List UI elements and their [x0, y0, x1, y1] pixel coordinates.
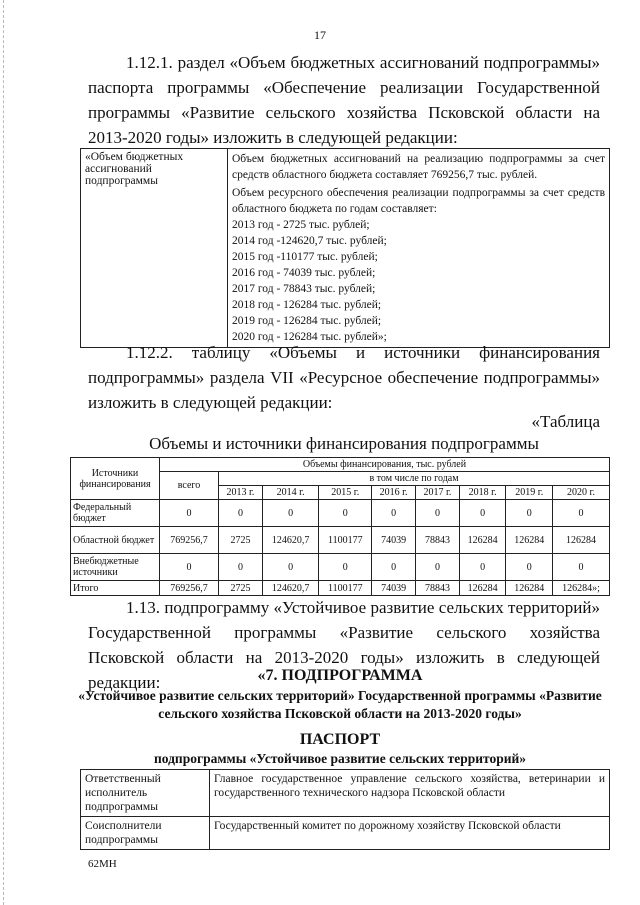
header-total: всего: [160, 472, 219, 500]
year-header: 2015 г.: [319, 486, 372, 500]
passport-heading: ПАСПОРТ: [299, 731, 381, 748]
paragraph-text: 1.13. подпрограмму «Устойчивое развитие сельских территорий» Государственной программы «Развитие сельского хозяйства Псковской области на 2013-2020 годы» изложить в следующей редакции:: [88, 598, 600, 692]
table-cell: 0: [416, 554, 460, 581]
passport-table: [80, 769, 610, 850]
table-cell: 0: [319, 500, 372, 527]
table-cell: 0: [262, 500, 319, 527]
table-cell: 0: [459, 500, 506, 527]
table-row: [71, 527, 610, 554]
table-cell: 126284: [553, 527, 610, 554]
year-line: 2014 год -124620,7 тыс. рублей;: [232, 235, 387, 247]
table-cell: 0: [506, 500, 553, 527]
table-label: «Таблица: [531, 412, 600, 431]
year-line: 2015 год -110177 тыс. рублей;: [232, 251, 378, 263]
passport-value: Главное государственное управление сельского хозяйства, ветеринарии и государственного технического надзора Псковской области: [210, 770, 610, 817]
header-volumes: Объемы финансирования, тыс. рублей: [160, 458, 610, 472]
table-cell: 74039: [372, 527, 416, 554]
row-label: Итого: [71, 581, 160, 596]
table-cell: 0: [160, 554, 219, 581]
year-header: 2016 г.: [372, 486, 416, 500]
table-cell: 0: [372, 500, 416, 527]
table-row: [71, 581, 610, 596]
year-line: 2017 год - 78843 тыс. рублей;: [232, 283, 376, 295]
table-cell: 0: [319, 554, 372, 581]
header-by-years: в том числе по годам: [219, 472, 610, 486]
table-cell: 2725: [219, 527, 263, 554]
year-line: 2020 год - 126284 тыс. рублей»;: [232, 331, 387, 343]
allocation-content: [228, 149, 610, 348]
table-cell: 78843: [416, 581, 460, 596]
passport-row: [81, 817, 610, 850]
table-cell: 0: [553, 554, 610, 581]
passport-label: Соисполнители подпрограммы: [81, 817, 210, 850]
table-cell: 126284: [459, 527, 506, 554]
allocation-line: Объем бюджетных ассигнований на реализацию подпрограммы за счет средств областного бюджета составляет 769256,7 тыс. рублей.: [232, 153, 605, 181]
footer-code: 62МН: [88, 858, 117, 870]
passport-row: [81, 770, 610, 817]
section-heading: «7. ПОДПРОГРАММА: [257, 667, 423, 684]
paragraph-1-12-1: [88, 50, 600, 150]
financing-table: [70, 457, 610, 596]
paragraph-text: 1.12.2. таблицу «Объемы и источники финансирования подпрограммы» раздела VII «Ресурсное обеспечение подпрограммы» изложить в следующей редакции:: [88, 343, 600, 412]
table-cell: 124620,7: [262, 527, 319, 554]
allocation-line: Объем ресурсного обеспечения реализации подпрограммы за счет средств областного бюджета по годам составляет:: [232, 187, 605, 215]
table-cell: 0: [262, 554, 319, 581]
year-header: 2014 г.: [262, 486, 319, 500]
table-cell: 126284: [506, 581, 553, 596]
table-cell: 1100177: [319, 527, 372, 554]
year-header: 2019 г.: [506, 486, 553, 500]
scan-edge: [3, 0, 4, 905]
table-cell: 0: [372, 554, 416, 581]
table-cell: 0: [219, 500, 263, 527]
header-sources: Источники финансирования: [71, 458, 160, 500]
budget-allocation-table: [80, 148, 610, 348]
row-label: Областной бюджет: [71, 527, 160, 554]
paragraph-1-12-2: [88, 340, 600, 415]
year-header: 2018 г.: [459, 486, 506, 500]
table-cell: 78843: [416, 527, 460, 554]
year-header: 2020 г.: [553, 486, 610, 500]
table-cell: 124620,7: [262, 581, 319, 596]
table-cell: 0: [416, 500, 460, 527]
table-cell: 0: [459, 554, 506, 581]
year-line: 2016 год - 74039 тыс. рублей;: [232, 267, 376, 279]
passport-subheading: подпрограммы «Устойчивое развитие сельских территорий»: [153, 751, 527, 766]
year-line: 2018 год - 126284 тыс. рублей;: [232, 299, 382, 311]
table-cell: 74039: [372, 581, 416, 596]
table-cell: 126284: [506, 527, 553, 554]
page-number: 17: [314, 28, 326, 42]
year-line: 2013 год - 2725 тыс. рублей;: [232, 219, 370, 231]
table-row: [71, 554, 610, 581]
table-cell: 0: [553, 500, 610, 527]
row-label: Внебюджетные источники: [71, 554, 160, 581]
year-header: 2017 г.: [416, 486, 460, 500]
table-cell: 0: [219, 554, 263, 581]
table-cell: 769256,7: [160, 581, 219, 596]
allocation-label: «Объем бюджетных ассигнований подпрограммы: [81, 149, 228, 348]
table-title: Объемы и источники финансирования подпрограммы: [149, 434, 539, 453]
table-cell: 0: [160, 500, 219, 527]
table-cell: 0: [506, 554, 553, 581]
table-cell: 126284: [459, 581, 506, 596]
row-label: Федеральный бюджет: [71, 500, 160, 527]
table-cell: 2725: [219, 581, 263, 596]
year-header: 2013 г.: [219, 486, 263, 500]
table-cell: 126284»;: [553, 581, 610, 596]
passport-label: Ответственный исполнитель подпрограммы: [81, 770, 210, 817]
year-line: 2019 год - 126284 тыс. рублей;: [232, 315, 382, 327]
table-cell: 1100177: [319, 581, 372, 596]
table-cell: 769256,7: [160, 527, 219, 554]
passport-value: Государственный комитет по дорожному хозяйству Псковской области: [210, 817, 610, 850]
table-row: [71, 500, 610, 527]
paragraph-text: 1.12.1. раздел «Объем бюджетных ассигнований подпрограммы» паспорта программы «Обеспечение реализации Государственной программы «Развитие сельского хозяйства Псковской области на 2013-2020 годы» изложить в следующей редакции:: [88, 53, 600, 147]
section-subheading: «Устойчивое развитие сельских территорий» Государственной программы «Развитие сельского хозяйства Псковской области на 2013-2020 годы»: [78, 688, 602, 721]
